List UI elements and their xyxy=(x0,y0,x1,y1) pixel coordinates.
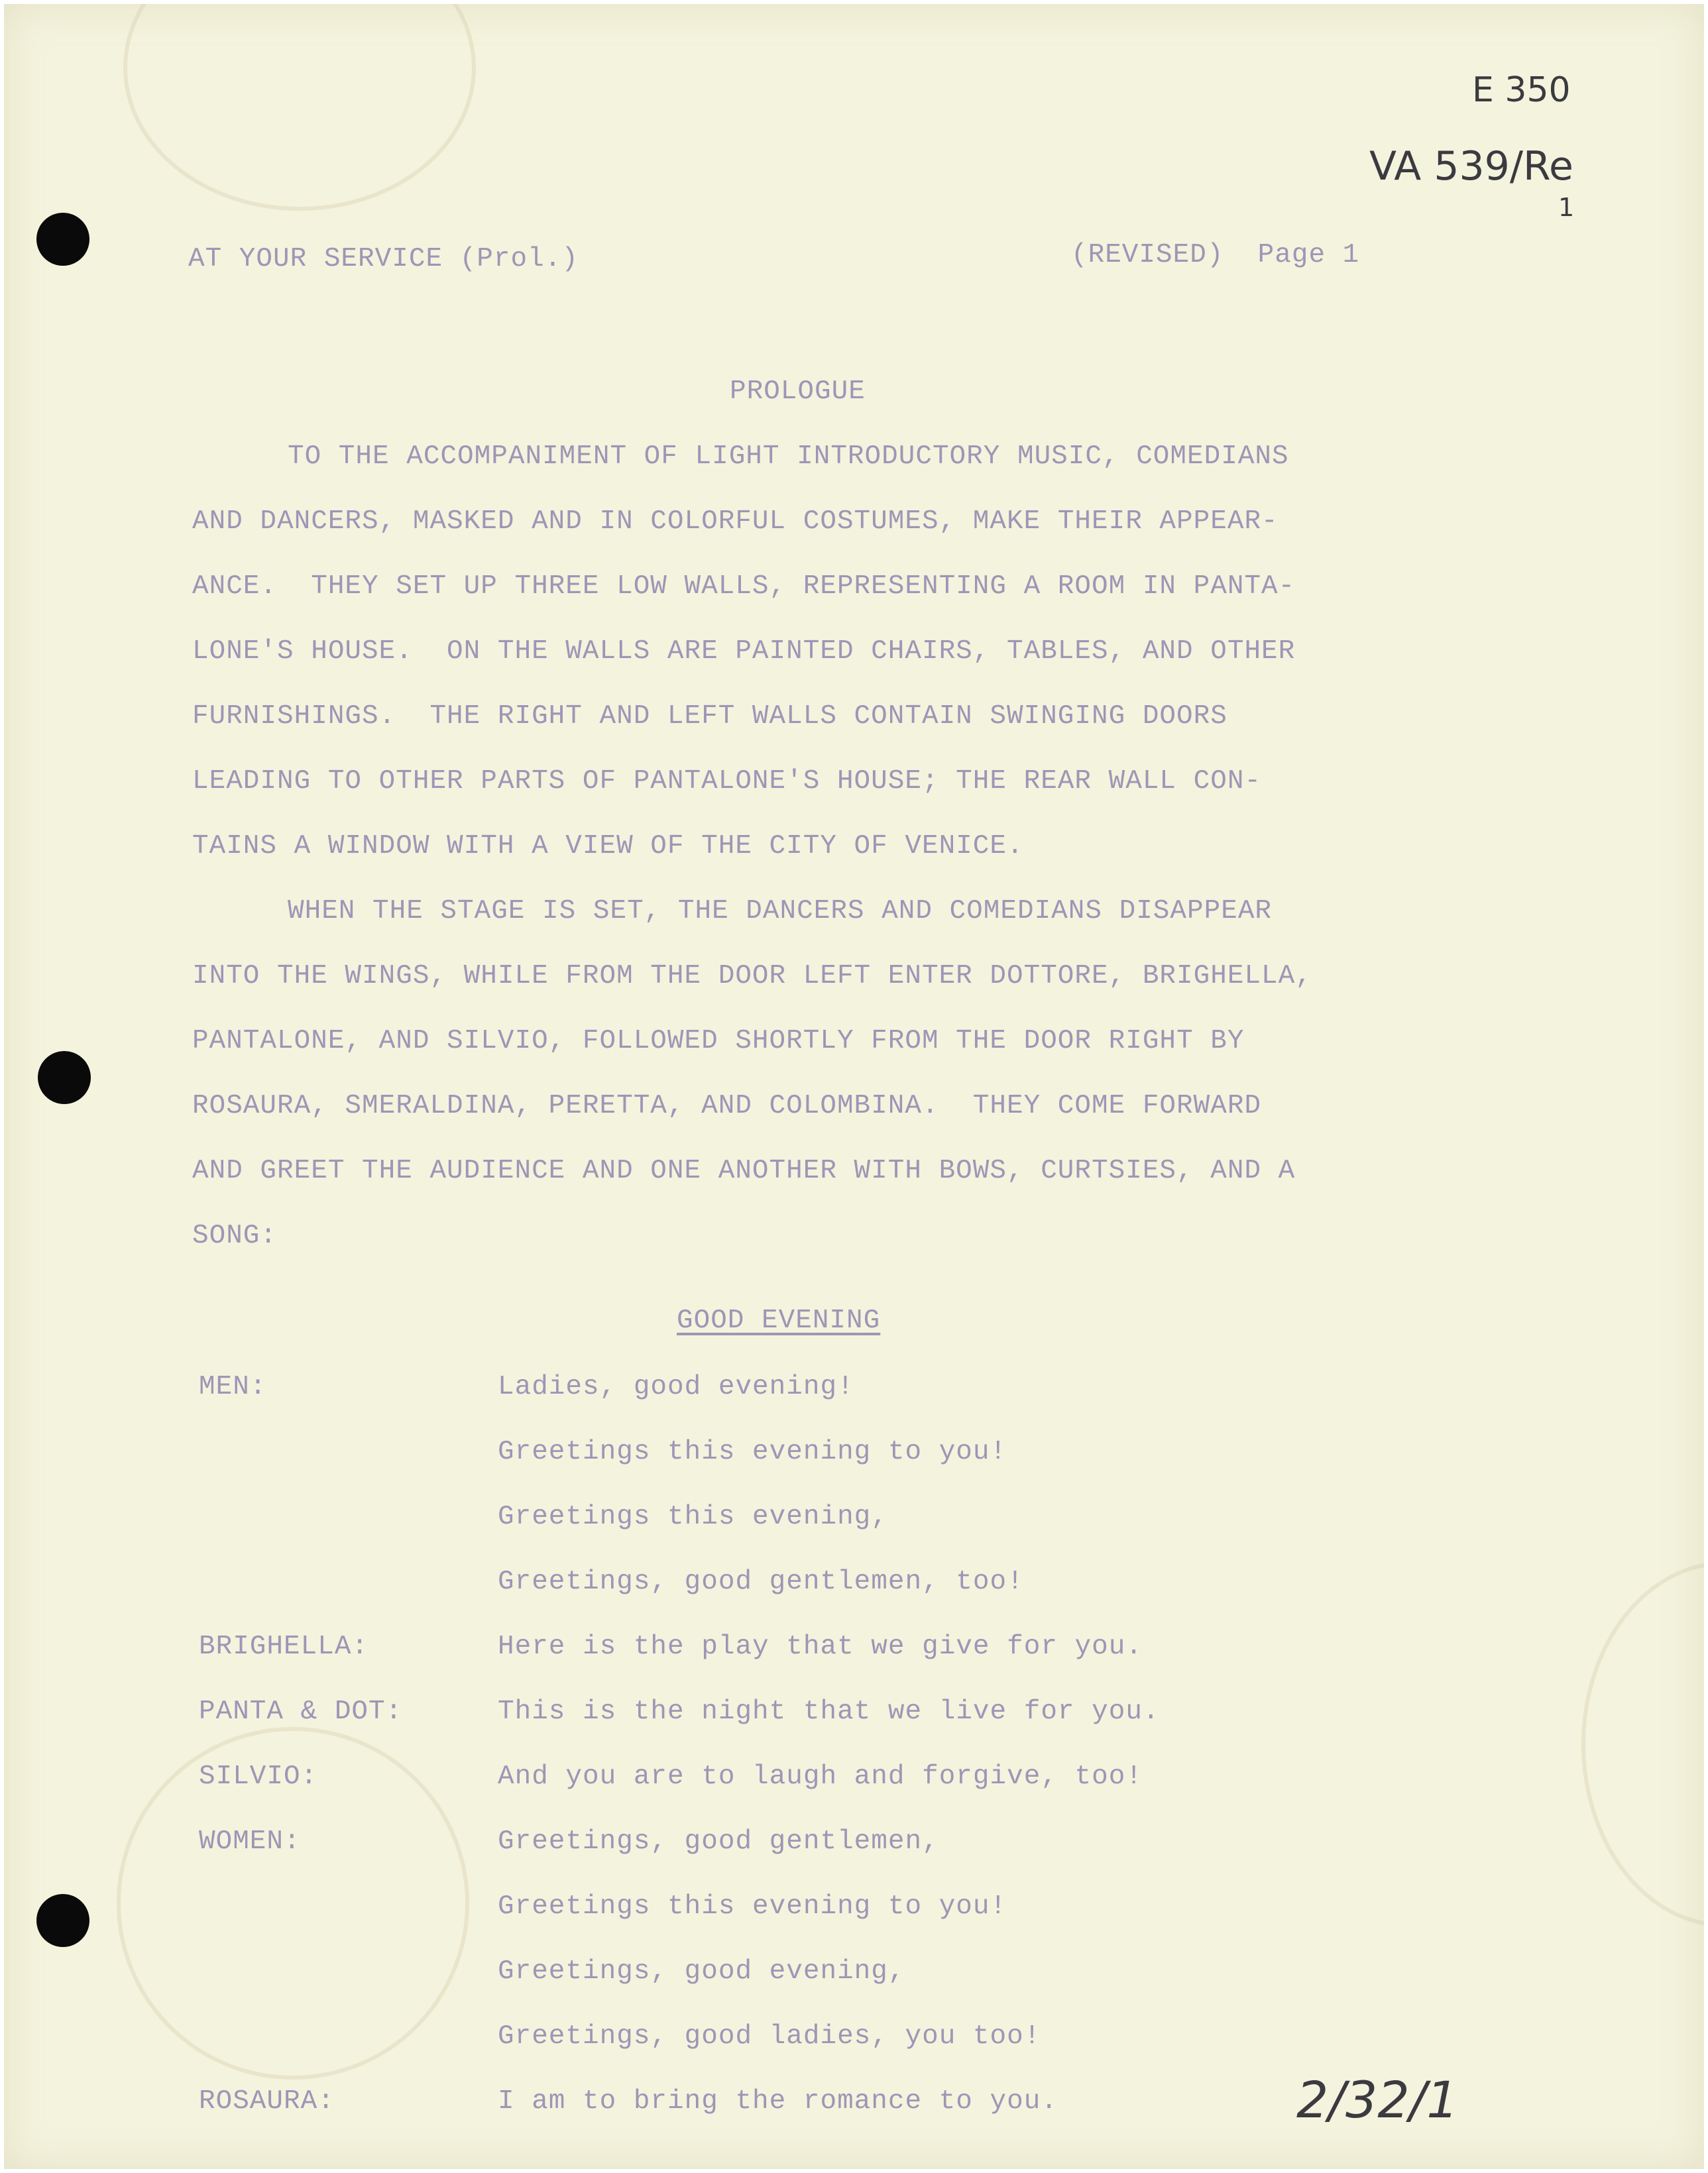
watermark-stain xyxy=(1581,1561,1704,1927)
lyric-line: Greetings, good gentlemen, xyxy=(498,1826,939,1857)
lyric-line: Greetings, good ladies, you too! xyxy=(498,2021,1041,2052)
handwritten-reference-sub: 1 xyxy=(1558,193,1575,222)
paragraph-line: ANCE. THEY SET UP THREE LOW WALLS, REPRESENTING A ROOM IN PANTA- xyxy=(192,571,1296,602)
watermark-stain xyxy=(123,4,476,211)
speaker-name: MEN: xyxy=(199,1372,267,1402)
lyric-line: Ladies, good evening! xyxy=(498,1372,854,1402)
paragraph-line: ROSAURA, SMERALDINA, PERETTA, AND COLOMBINA. THEY COME FORWARD xyxy=(192,1091,1262,1121)
speaker-name: PANTA & DOT: xyxy=(199,1697,403,1727)
speaker-name: BRIGHELLA: xyxy=(199,1632,369,1662)
punch-hole xyxy=(38,1051,91,1104)
paragraph-line: TO THE ACCOMPANIMENT OF LIGHT INTRODUCTORY MUSIC, COMEDIANS xyxy=(288,441,1289,472)
header-page-label: (REVISED) Page 1 xyxy=(1071,240,1360,270)
paragraph-line: LEADING TO OTHER PARTS OF PANTALONE'S HOUSE; THE REAR WALL CON- xyxy=(192,766,1262,797)
lyric-line: Here is the play that we give for you. xyxy=(498,1632,1143,1662)
lyric-line: And you are to laugh and forgive, too! xyxy=(498,1761,1143,1792)
lyric-line: This is the night that we live for you. xyxy=(498,1697,1160,1727)
paragraph-line: INTO THE WINGS, WHILE FROM THE DOOR LEFT ENTER DOTTORE, BRIGHELLA, xyxy=(192,961,1312,991)
speaker-name: SILVIO: xyxy=(199,1761,318,1792)
lyric-line: I am to bring the romance to you. xyxy=(498,2086,1058,2117)
paragraph-line: WHEN THE STAGE IS SET, THE DANCERS AND COMEDIANS DISAPPEAR xyxy=(288,896,1273,926)
paragraph-line: FURNISHINGS. THE RIGHT AND LEFT WALLS CONTAIN SWINGING DOORS xyxy=(192,701,1227,732)
lyric-line: Greetings, good evening, xyxy=(498,1956,905,1987)
speaker-name: ROSAURA: xyxy=(199,2086,335,2117)
handwritten-code: E 350 xyxy=(1472,70,1571,110)
handwritten-folio: 2/32/1 xyxy=(1296,2070,1459,2129)
paragraph-line: AND GREET THE AUDIENCE AND ONE ANOTHER WITH BOWS, CURTSIES, AND A xyxy=(192,1156,1296,1186)
paragraph-line: SONG: xyxy=(192,1221,278,1251)
handwritten-reference: VA 539/Re xyxy=(1369,143,1573,190)
document-page xyxy=(4,4,1704,2169)
paragraph-line: TAINS A WINDOW WITH A VIEW OF THE CITY OF VENICE. xyxy=(192,831,1024,862)
lyric-line: Greetings, good gentlemen, too! xyxy=(498,1567,1024,1597)
paragraph-line: PANTALONE, AND SILVIO, FOLLOWED SHORTLY FROM THE DOOR RIGHT BY xyxy=(192,1026,1245,1056)
paragraph-line: AND DANCERS, MASKED AND IN COLORFUL COSTUMES, MAKE THEIR APPEAR- xyxy=(192,506,1279,537)
punch-hole xyxy=(36,213,89,266)
song-title: GOOD EVENING xyxy=(677,1306,881,1336)
punch-hole xyxy=(36,1894,89,1947)
paragraph-line: LONE'S HOUSE. ON THE WALLS ARE PAINTED CHAIRS, TABLES, AND OTHER xyxy=(192,636,1296,667)
header-title: AT YOUR SERVICE (Prol.) xyxy=(188,244,579,274)
speaker-name: WOMEN: xyxy=(199,1826,301,1857)
lyric-line: Greetings this evening to you! xyxy=(498,1891,1007,1922)
lyric-line: Greetings this evening, xyxy=(498,1502,888,1532)
lyric-line: Greetings this evening to you! xyxy=(498,1437,1007,1467)
section-title: PROLOGUE xyxy=(730,376,866,407)
